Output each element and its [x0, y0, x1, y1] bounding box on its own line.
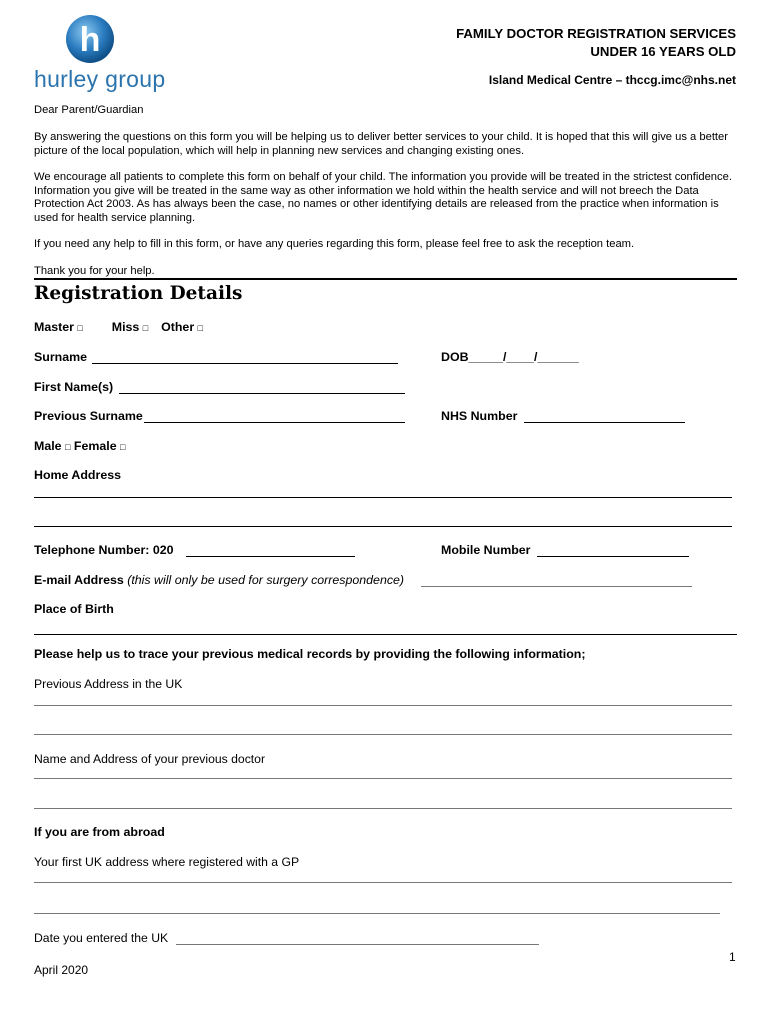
option-other[interactable]: Other □: [161, 320, 204, 334]
previous-doctor-line-1[interactable]: [34, 778, 732, 779]
footer-date: April 2020: [34, 963, 89, 977]
previous-address-line-1[interactable]: [34, 705, 732, 706]
nhs-number-label: NHS Number: [441, 409, 518, 423]
date-entered-label: Date you entered the UK: [34, 931, 169, 945]
option-miss[interactable]: Miss □: [111, 320, 149, 334]
previous-doctor-label: Name and Address of your previous doctor: [34, 752, 266, 766]
title-options: [34, 320, 203, 334]
thanks: Thank you for your help.: [34, 265, 155, 277]
first-uk-address-label: Your first UK address where registered with a GP: [34, 855, 300, 869]
previous-surname-field[interactable]: [144, 422, 405, 423]
section-divider: [34, 278, 737, 280]
form-title-line1: FAMILY DOCTOR REGISTRATION SERVICES: [456, 26, 736, 41]
previous-doctor-line-2[interactable]: [34, 808, 732, 809]
gender-options: [34, 439, 125, 453]
email-field[interactable]: [421, 586, 692, 587]
mobile-field[interactable]: [537, 556, 689, 557]
first-uk-address-line-1[interactable]: [34, 882, 732, 883]
email-note: (this will only be used for surgery correspondence): [127, 573, 405, 587]
section-title: Registration Details: [34, 283, 243, 304]
first-uk-address-line-2[interactable]: [34, 913, 720, 914]
email-label: E-mail Address (this will only be used for surgery correspondence): [34, 573, 405, 587]
page-number: 1: [729, 950, 736, 964]
records-heading: Please help us to trace your previous medical records by providing the following information;: [34, 647, 586, 661]
intro-paragraph-2: We encourage all patients to complete this form on behalf of your child. The information you provide will be treated in the strictest confidence. Information you give will be treated in the same way as other information we hold within the health service and will not breech the Data Protection Act 2003. As has always been the case, no names or other identifying details are released from the practice when information is used for health service planning.: [34, 171, 732, 224]
practice-contact: Island Medical Centre – thccg.imc@nhs.net: [488, 73, 736, 87]
greeting: Dear Parent/Guardian: [34, 104, 144, 116]
first-names-label: First Name(s): [34, 380, 114, 394]
option-master[interactable]: Master □: [34, 320, 83, 334]
home-address-label: Home Address: [34, 468, 121, 482]
home-address-line-1[interactable]: [34, 497, 732, 498]
telephone-label: Telephone Number: 020: [34, 543, 174, 557]
abroad-heading: If you are from abroad: [34, 825, 165, 839]
form-title-line2: UNDER 16 YEARS OLD: [590, 44, 736, 59]
option-male[interactable]: Male □: [34, 439, 71, 453]
place-of-birth-field[interactable]: [34, 634, 737, 635]
intro-paragraph-1: By answering the questions on this form you will be helping us to deliver better services to your child. It is hoped that this will give us a better picture of the local population, which will help in planning new services and changing existing ones.: [34, 131, 728, 157]
intro-paragraph-3: If you need any help to fill in this form, or have any queries regarding this form, please feel free to ask the reception team.: [34, 238, 635, 250]
home-address-line-2[interactable]: [34, 526, 732, 527]
surname-label: Surname: [34, 350, 88, 364]
date-entered-field[interactable]: [176, 944, 539, 945]
first-names-field[interactable]: [119, 393, 405, 394]
nhs-number-field[interactable]: [524, 422, 685, 423]
dob-field[interactable]: DOB_____/____/______: [441, 350, 579, 364]
surname-field[interactable]: [92, 363, 398, 364]
telephone-field[interactable]: [186, 556, 355, 557]
logo-text: hurley group: [34, 66, 166, 92]
option-female[interactable]: Female □: [73, 439, 126, 453]
place-of-birth-label: Place of Birth: [34, 602, 114, 616]
svg-text:h: h: [79, 21, 101, 59]
mobile-label: Mobile Number: [441, 543, 531, 557]
previous-address-line-2[interactable]: [34, 734, 732, 735]
previous-address-label: Previous Address in the UK: [34, 677, 183, 691]
previous-surname-label: Previous Surname: [34, 409, 143, 423]
hurley-group-logo: [34, 14, 164, 94]
